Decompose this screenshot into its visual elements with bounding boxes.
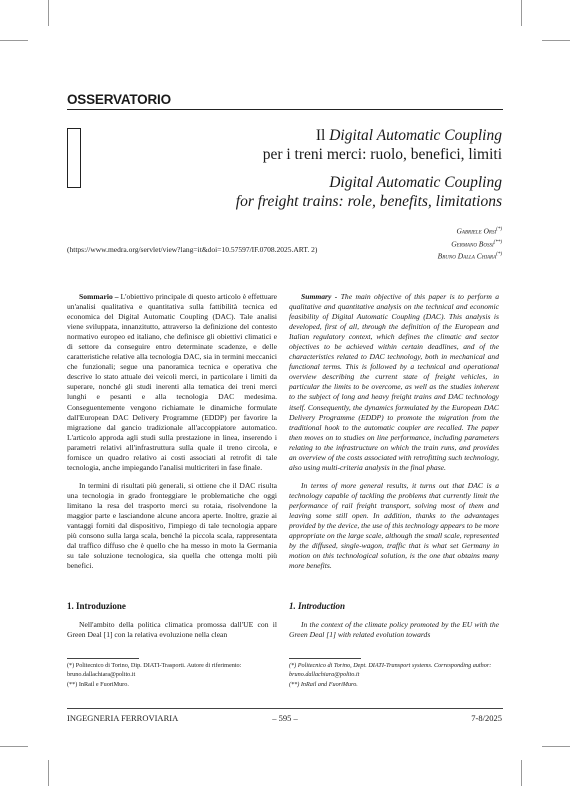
issue-number: 7-8/2025 xyxy=(471,713,502,723)
summary-en-p2: In terms of more general results, it turns out that DAC is a technology capable of tackling the problems that currently limit the performance of rail freight transport, solving most of them and leaving some still open. In addition, thanks to the advantages provided by the device, the use of this technology appears to be more appropriate on the large scale, although the small scale, represented by the diffused, single-wagon, traffic that is what set Germany in motion on this technological solution, is the one that obtains many more benefits. xyxy=(289,480,499,571)
title-english xyxy=(236,173,502,211)
title-it-line2: per i treni merci: ruolo, benefici, limiti xyxy=(262,146,502,163)
crop-mark xyxy=(0,40,28,41)
summary-italian xyxy=(67,292,277,579)
footnote: (**) InRail e FuoriMuro. xyxy=(67,680,129,688)
crop-mark xyxy=(542,746,570,747)
footnotes-en xyxy=(289,662,499,691)
crop-mark xyxy=(48,0,49,26)
author-list xyxy=(438,224,502,262)
summary-en-p1: The main objective of this paper is to perform a qualitative and quantitative analysis on the technical and economic feasibility of Digital Automatic Coupling (DAC). This analysis is developed, first of all, through the definition of the European and Italian regulatory context, which defines the climatic and sector objectives to be achieved within certain deadlines, and of the characteristics related to DAC technology, both in mechanical and functional terms. This is followed by a technical and operational overview describing the current state of freight vehicles, in particular the limits to be overcome, as well as the studies inherent to the subject of long and heavy freight trains and DAC technology itself. Consequently, the dynamics formulated by the European DAC Delivery Programme (EDDP) to promote the migration from the traditional hook to the automatic coupler are recalled. The paper then moves on to studies on line performance, including parameters relating to the infrastructure on which the train runs, and provides an overview of the costs associated with retrofitting such technology, also using multi-criteria analysis in the final phase. xyxy=(289,292,500,472)
author: Bruno Dalla Chiara(*) xyxy=(437,251,502,261)
crop-mark xyxy=(542,40,570,41)
footnote: (*) Politecnico di Torino, Dept. DIATI-Transport systems. Corresponding author: bruno.dallachiara@polito.it xyxy=(289,662,492,678)
crop-mark xyxy=(521,0,522,26)
footnote-rule xyxy=(289,658,361,659)
section-heading-en: 1. Introduction xyxy=(289,601,346,611)
footnote: (**) InRail and FuoriMuro. xyxy=(289,680,358,688)
summary-en-lead: Summary - xyxy=(301,292,338,301)
author: Gabriele Orsi(*) xyxy=(456,226,502,236)
summary-it-p1: L'obiettivo principale di questo articolo è effettuare un'analisi qualitativa e quantitativa sulla fattibilità tecnica ed economica del Digital Automatic Coupling (DAC). Tale analisi viene sviluppata, innanzitutto, attraverso la definizione del contesto normativo europeo ed italiano, che definisce gli obiettivi climatici e di settore da conseguire entro determinate scadenze, e delle caratteristiche relative alla tecnologia DAC, sia in termini meccanici che funzionali; segue una panoramica tecnica e operativa che descrive lo stato attuale dei veicoli merci, in particolare i limiti da superare, nonché gli studi inerenti alla tematica dei treni merci lunghi e pesanti e alla tecnologia DAC medesima. Conseguentemente vengono richiamate le dinamiche formulate dall'European DAC Delivery Programme (EDDP) per favorire la migrazione dal gancio tradizionale all'accoppiatore automatico. L'articolo approda agli studi sulla prestazione in linea, inserendo i parametri relativi all'infrastruttura sulla quale il treno circola, e fornisce un quadro relativo ai costi associati al retrofit di tale tecnologia, anche impiegando l'analisi multicriteri in fase finale. xyxy=(67,292,277,472)
crop-mark xyxy=(521,760,522,786)
title-en-line2: for freight trains: role, benefits, limitations xyxy=(235,193,502,210)
footer-rule xyxy=(67,708,503,709)
title-it-prefix: Il xyxy=(315,127,330,144)
summary-it-lead: Sommario – xyxy=(79,292,119,301)
intro-text-it: Nell'ambito della politica climatica promossa dall'UE con il Green Deal [1] con la relativa evoluzione nella clean xyxy=(67,620,277,640)
section-label: OSSERVATORIO xyxy=(67,92,171,107)
title-italian xyxy=(263,126,502,164)
footnote: (*) Politecnico di Torino, Dip. DIATI-Trasporti. Autore di riferimento: bruno.dallachiara@polito.it xyxy=(67,662,242,678)
summary-english xyxy=(289,292,499,579)
intro-text-en: In the context of the climate policy promoted by the EU with the Green Deal [1] with related evolution towards xyxy=(289,620,499,640)
author: Germano Bossi(**) xyxy=(451,239,502,248)
doi-link[interactable]: (https://www.medra.org/servlet/view?lang=it&doi=10.57597/IF.0708.2025.ART. 2) xyxy=(67,245,318,254)
summary-it-p2: In termini di risultati più generali, si ottiene che il DAC risulta una tecnologia in grado fronteggiare le problematiche che oggi limitano la resa del trasporto merci su rotaia, risolvendone la maggior parte e lasciandone alcune ancora aperte. Inoltre, grazie ai vantaggi forniti dal dispositivo, l'impiego di tale tecnologia appare più consono sulla larga scala, benché la piccola scala, rappresentata dal traffico diffuso che è quello che ha messo in moto la Germania su tale soluzione tecnologica, sia quella che ottenga molti più benefici. xyxy=(67,480,277,571)
footnote-rule xyxy=(67,658,139,659)
crop-mark xyxy=(0,746,28,747)
decorative-frame xyxy=(67,128,81,188)
footnotes-it xyxy=(67,662,277,691)
crop-mark xyxy=(48,760,49,786)
journal-name: INGEGNERIA FERROVIARIA xyxy=(67,713,179,723)
title-en-line1: Digital Automatic Coupling xyxy=(329,174,502,191)
section-heading-it: 1. Introduzione xyxy=(67,601,126,611)
title-it-italic: Digital Automatic Coupling xyxy=(329,127,502,144)
page-number: – 595 – xyxy=(272,713,298,723)
header-rule xyxy=(67,109,503,110)
